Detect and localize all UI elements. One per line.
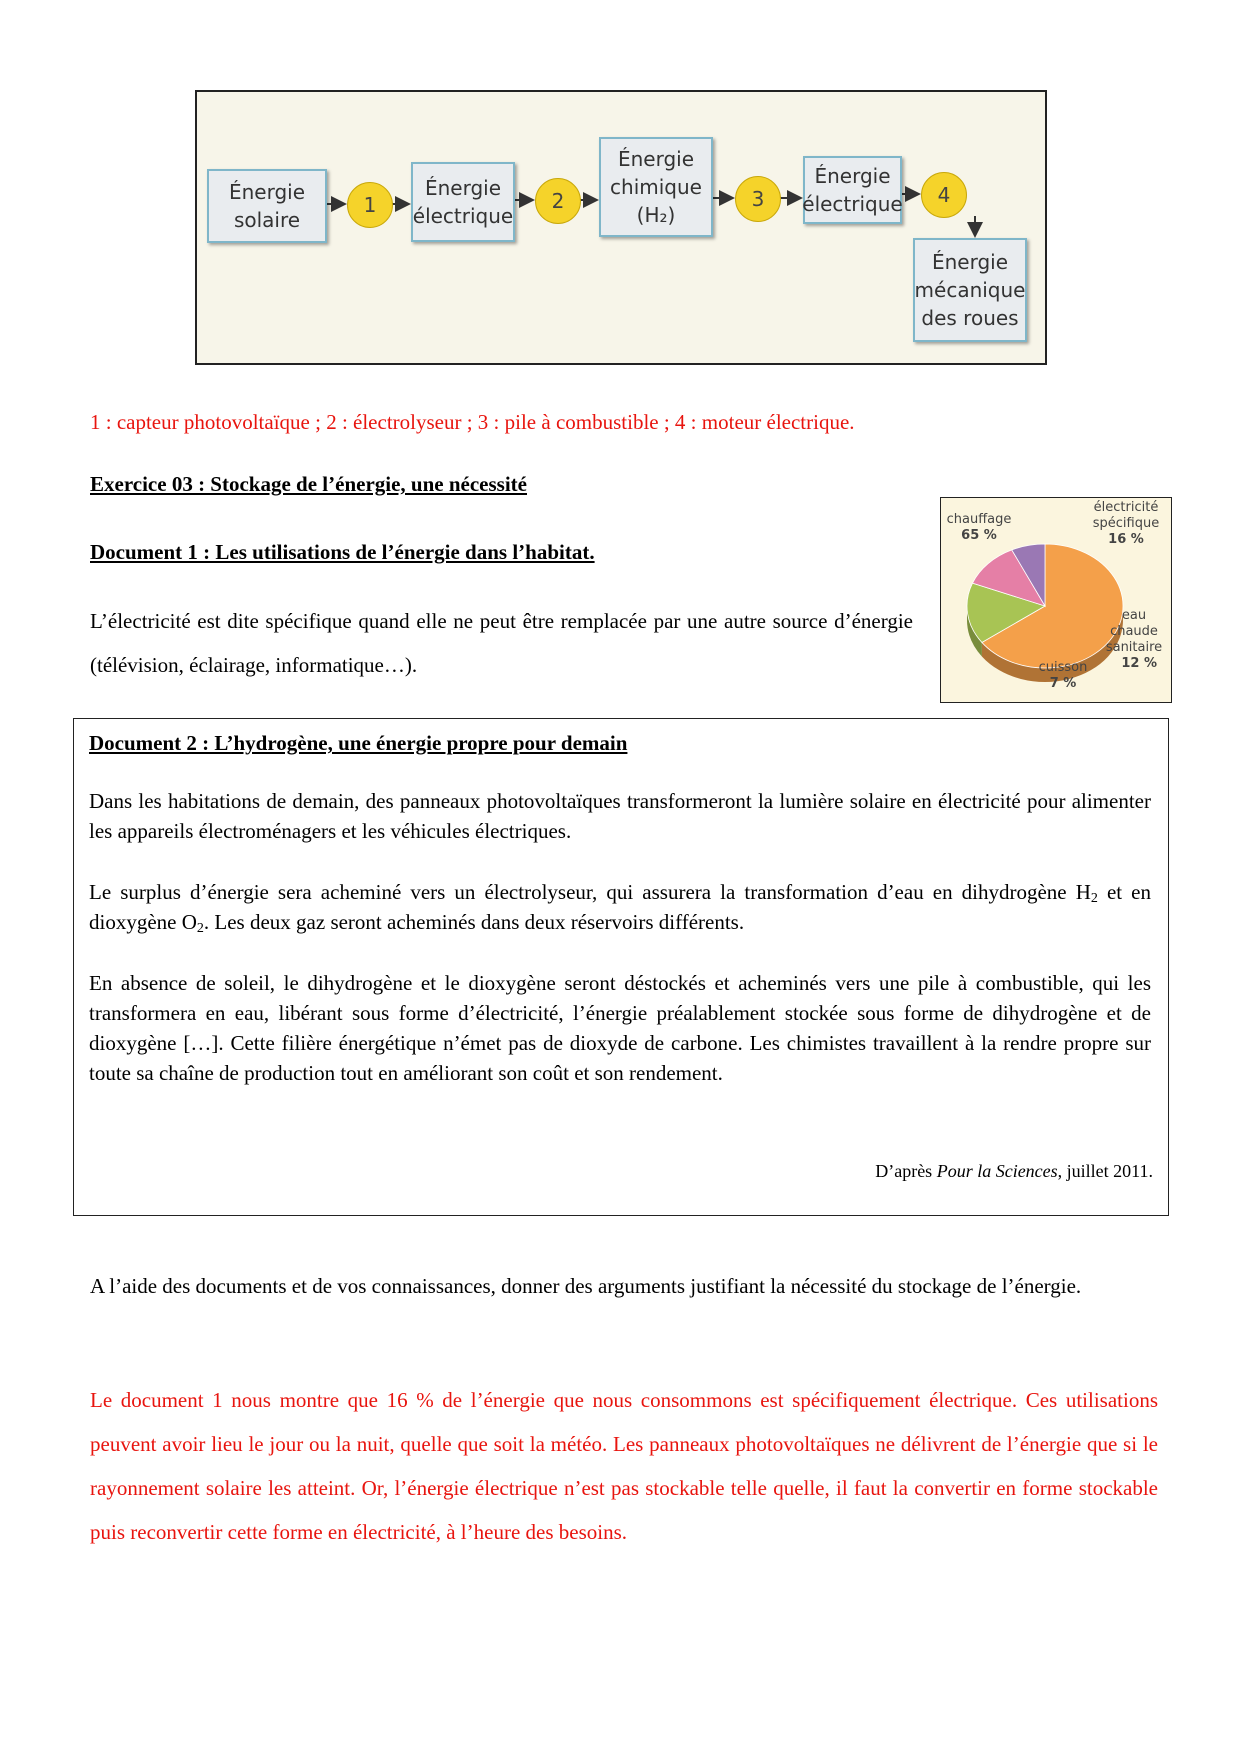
step-4-circle [921,172,967,218]
doc2-box [73,718,1169,1216]
p2-text: et en dioxygène O [89,880,1151,934]
box-line: électrique [412,204,514,228]
step-number: 3 [751,187,765,211]
answer: Le document 1 nous montre que 16 % de l’énergie que nous consommons est spécifiquement électrique. Ces utilisations peuvent avoir lieu le jour ou la nuit, quelle que soit la météo. Les panneaux photovoltaïques ne délivrent de l’énergie que si le rayonnement solaire les atteint. Or, l’énergie électrique n’est pas stockable telle quelle, il faut la convertir en forme stockable puis reconvertir cette forme en électricité, à l’heure des besoins. [90,1388,1158,1544]
energy-flow-diagram [195,90,1047,365]
step-number: 1 [363,193,377,217]
label-cuisson [1033,660,1093,692]
step-2-circle [535,178,581,224]
doc2-title: Document 2 : L’hydrogène, une énergie propre pour demain [89,731,628,755]
doc2-paragraph-3: En absence de soleil, le dihydrogène et le dioxygène seront déstockés et acheminés vers une pile à combustible, qui les transformera en eau, libérant sous forme d’électricité, l’énergie préalablement stockée sous forme de dihydrogène et de dioxygène […]. Cette filière énergétique n’émet pas de dioxyde de carbone. Les chimistes travaillent à la rendre propre sur toute sa chaîne de production tout en améliorant son coût et son rendement. [89,971,1151,1085]
box-line: Énergie [424,176,502,200]
step-3-circle [735,176,781,222]
p2-text: . Les deux gaz seront acheminés dans deux réservoirs différents. [203,910,745,934]
source-suffix: , juillet 2011. [1057,1161,1153,1181]
label-pct: 7 % [1049,676,1077,691]
energy-use-pie-chart [940,497,1172,703]
o2-subscript: 2 [196,921,204,936]
diagram-legend: 1 : capteur photovoltaïque ; 2 : électrolyseur ; 3 : pile à combustible ; 4 : moteur électrique. [90,410,855,434]
doc2-paragraph-2 [89,877,1151,937]
step-number: 4 [937,183,951,207]
box-line: Énergie [814,164,891,188]
p2-text: Le surplus d’énergie sera acheminé vers un électrolyseur, qui assurera la transformation d’eau en dihydrogène H [89,880,1091,904]
box-line: solaire [233,208,301,232]
label-text: eau [1121,608,1147,623]
box-line: Énergie [617,147,695,171]
label-pct: 65 % [961,528,997,543]
label-pct: 12 % [1121,656,1157,671]
box-line: Énergie [228,180,306,204]
box-line: (H₂) [636,203,676,227]
box-mechanical-energy [913,238,1027,342]
label-text: cuisson [1038,660,1088,675]
doc2-source [875,1161,1153,1182]
step-number: 2 [551,189,565,213]
source-title: Pour la Sciences [936,1161,1058,1181]
box-line: des roues [921,306,1019,330]
label-text: chaude [1110,624,1158,639]
box-line: mécanique [914,278,1026,302]
box-solar-energy [207,169,327,243]
exercise-title: Exercice 03 : Stockage de l’énergie, une nécessité [90,472,527,496]
label-electricite [1081,500,1171,548]
box-line: électrique [802,192,903,216]
box-line: Énergie [931,250,1009,274]
label-text: spécifique [1092,516,1160,531]
doc1-title: Document 1 : Les utilisations de l’énergie dans l’habitat. [90,540,595,564]
box-electric-energy-1 [411,162,515,242]
h2-subscript: 2 [1090,891,1098,906]
source-prefix: D’après [875,1161,937,1181]
label-text: sanitaire [1105,640,1163,655]
doc2-paragraph-1: Dans les habitations de demain, des panneaux photovoltaïques transformeront la lumière solaire en électricité pour alimenter les appareils électroménagers et les véhicules électriques. [89,789,1151,843]
box-electric-energy-2 [803,156,902,224]
label-pct: 16 % [1108,532,1144,547]
step-1-circle [347,182,393,228]
box-chemical-energy [599,137,713,237]
label-text: électricité [1093,500,1159,515]
label-eau [1097,608,1171,672]
doc1-text: L’électricité est dite spécifique quand elle ne peut être remplacée par une autre source d’énergie (télévision, éclairage, informatique…). [90,609,913,677]
box-line: chimique [610,175,702,199]
question: A l’aide des documents et de vos connaissances, donner des arguments justifiant la nécessité du stockage de l’énergie. [90,1274,1082,1298]
label-chauffage [943,512,1015,544]
label-text: chauffage [946,512,1012,527]
